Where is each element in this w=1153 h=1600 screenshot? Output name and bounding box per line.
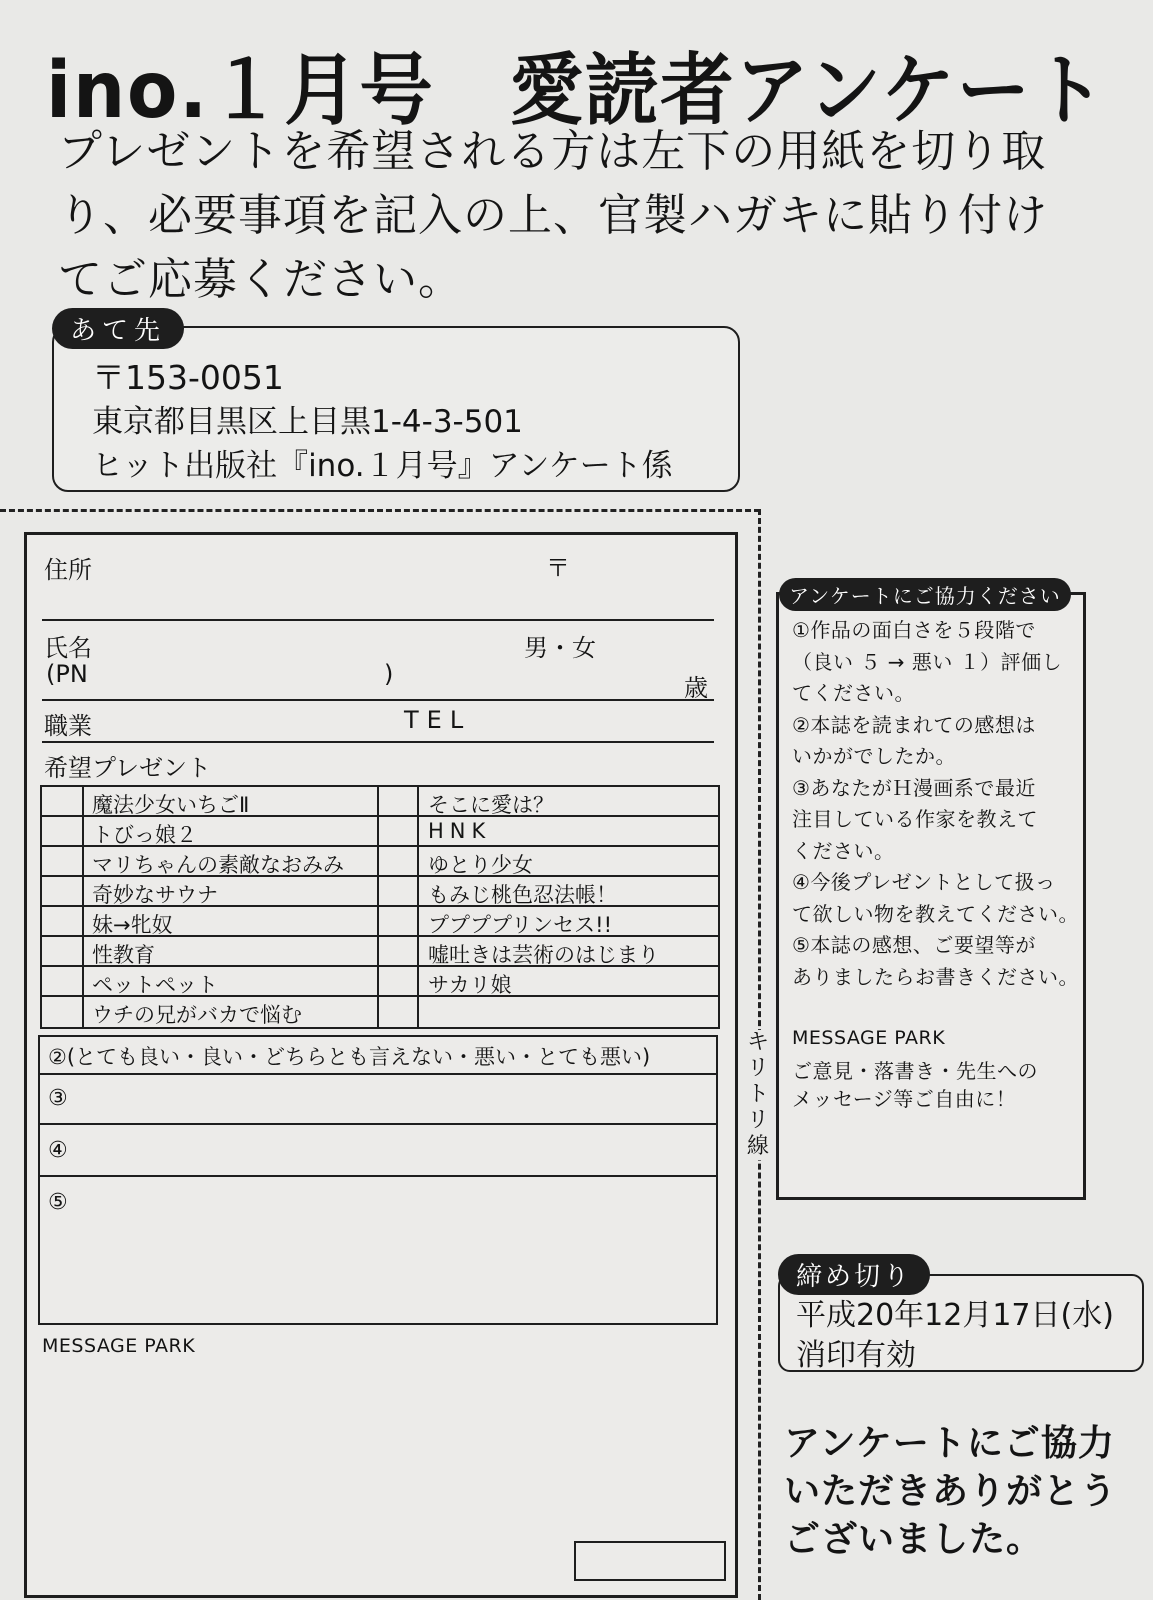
question-line: ④今後プレゼントとして扱っ xyxy=(792,870,1056,894)
present-item[interactable]: 嘘吐きは芸術のはじまり xyxy=(428,943,659,967)
address-recipient: ヒット出版社『ino.１月号』アンケート係 xyxy=(92,448,673,484)
question-line: （良い ５ → 悪い １）評価し xyxy=(792,650,1063,674)
question-line: ③あなたがＨ漫画系で最近 xyxy=(792,776,1036,800)
q3-label: ③ xyxy=(48,1086,68,1111)
form-divider xyxy=(42,699,714,701)
intro-line: てご応募ください。 xyxy=(58,254,463,305)
form-gender[interactable]: 男・女 xyxy=(524,634,596,662)
cut-line-label xyxy=(742,1030,774,1160)
form-divider xyxy=(42,619,714,621)
questions-label: アンケートにご協力ください xyxy=(779,578,1071,611)
question-line: ⑤本誌の感想、ご要望等が xyxy=(792,933,1036,957)
deadline-label: 締め切り xyxy=(778,1254,930,1295)
present-table-col xyxy=(377,787,379,1027)
question-line: て欲しい物を教えてください。 xyxy=(792,902,1079,926)
present-item[interactable]: サカリ娘 xyxy=(428,973,512,997)
thanks-line: いただきありがとう xyxy=(784,1471,1118,1512)
deadline-date: 平成20年12月17日(水) xyxy=(796,1298,1114,1333)
message-park-title: MESSAGE PARK xyxy=(792,1027,946,1049)
form-job-label: 職業 xyxy=(44,712,92,740)
intro-line: り、必要事項を記入の上、官製ハガキに貼り付け xyxy=(58,190,1048,241)
present-item[interactable]: もみじ桃色忍法帳！ xyxy=(428,883,617,907)
deadline-note: 消印有効 xyxy=(796,1338,916,1373)
present-item[interactable]: ププププリンセス!! xyxy=(428,913,612,937)
message-park-line: ご意見・落書き・先生への xyxy=(792,1059,1038,1083)
thanks-line: ございました。 xyxy=(784,1519,1044,1560)
form-tel-label: TEL xyxy=(404,706,472,734)
question-line: 注目している作家を教えて xyxy=(792,807,1038,831)
address-label: あて先 xyxy=(52,308,184,349)
question-line: いかがでしたか。 xyxy=(792,744,956,768)
present-item[interactable]: ペットペット xyxy=(92,973,218,997)
present-item[interactable]: HNK xyxy=(428,819,492,843)
q2-label: ②(とても良い・良い・どちらとも言えない・悪い・とても悪い) xyxy=(48,1045,651,1069)
form-age-label: 歳 xyxy=(684,674,708,702)
intro-text xyxy=(58,120,1118,312)
form-divider xyxy=(42,741,714,743)
question-line: ください。 xyxy=(792,839,895,863)
form-present-label: 希望プレゼント xyxy=(44,754,212,782)
question-line: ありましたらお書きください。 xyxy=(792,965,1079,989)
present-item[interactable]: ゆとり少女 xyxy=(428,853,533,877)
q5-box[interactable] xyxy=(38,1177,718,1325)
present-table-col xyxy=(82,787,84,1027)
intro-line: プレゼントを希望される方は左下の用紙を切り取 xyxy=(58,126,1047,177)
present-table xyxy=(40,785,720,1029)
stamp-box xyxy=(574,1541,726,1581)
q5-label: ⑤ xyxy=(48,1190,68,1215)
present-item[interactable]: 性教育 xyxy=(92,943,155,967)
form-postal-mark: 〒 xyxy=(546,554,570,582)
cut-line-horizontal xyxy=(0,509,760,512)
address-street: 東京都目黒区上目黒1-4-3-501 xyxy=(92,404,523,440)
form-pn-open: (PN xyxy=(46,660,88,688)
page-title: ino.１月号 愛読者アンケート xyxy=(45,46,1108,136)
message-park-label: MESSAGE PARK xyxy=(42,1335,196,1357)
question-line: てください。 xyxy=(792,681,915,705)
question-line: ②本誌を読まれての感想は xyxy=(792,713,1036,737)
present-item[interactable]: そこに愛は？ xyxy=(428,793,554,817)
present-item[interactable]: トびっ娘２ xyxy=(92,823,197,847)
present-item[interactable]: 妹→牝奴 xyxy=(92,913,173,937)
q4-label: ④ xyxy=(48,1138,68,1163)
present-item[interactable]: 魔法少女いちごⅡ xyxy=(92,793,250,817)
question-line: ①作品の面白さを５段階で xyxy=(792,618,1036,642)
present-table-col xyxy=(417,787,419,1027)
q4-box[interactable] xyxy=(38,1125,718,1177)
form-name-label: 氏名 xyxy=(44,634,92,662)
q3-box[interactable] xyxy=(38,1073,718,1125)
form-pn-close: ) xyxy=(384,660,394,688)
address-postal: 〒153-0051 xyxy=(92,358,284,397)
present-item[interactable]: マリちゃんの素敵なおみみ xyxy=(92,853,344,877)
thanks-line: アンケートにご協力 xyxy=(784,1423,1115,1464)
present-item[interactable]: 奇妙なサウナ xyxy=(92,883,218,907)
cut-line-text: キリトリ線 xyxy=(746,1030,769,1159)
form-address-label: 住所 xyxy=(44,556,92,584)
message-park-line: メッセージ等ご自由に！ xyxy=(792,1087,1017,1111)
present-item[interactable]: ウチの兄がバカで悩む xyxy=(92,1003,302,1027)
